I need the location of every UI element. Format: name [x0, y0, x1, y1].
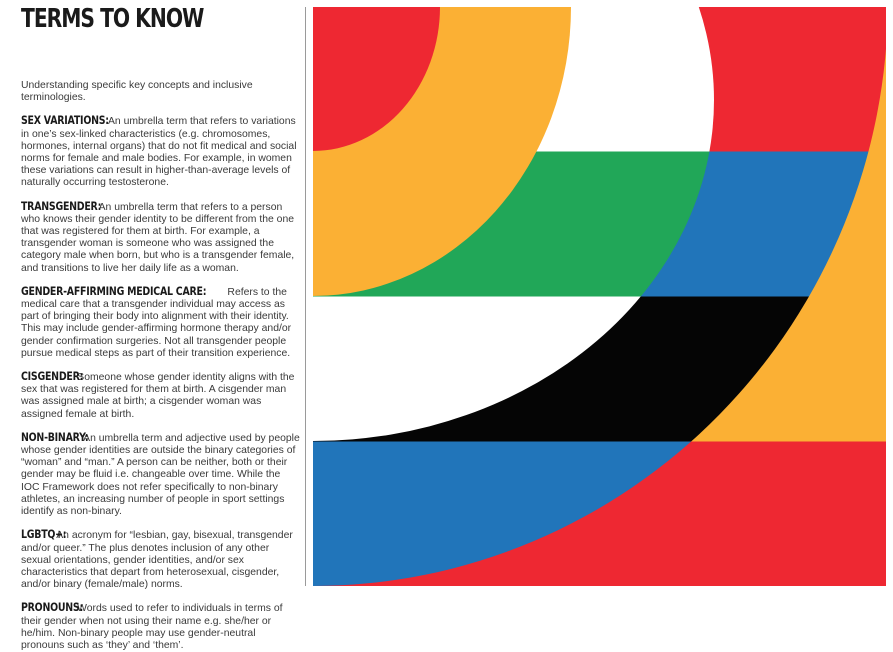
column-divider: [305, 7, 306, 586]
term-name: PRONOUNS:: [21, 600, 83, 615]
term-definition: An acronym for “lesbian, gay, bisexual, transgender and/or queer.” The plus denotes inclusion of any other sexual orientations, gender identities, and/or sex characteristics that depart from heterosexual, cisgender, and/or binary (female/male) norms.: [21, 530, 293, 591]
intro-text: Understanding specific key concepts and inclusive terminologies.: [21, 80, 253, 104]
term-definition: Someone whose gender identity aligns with the sex that was registered for them at birth. A cisgender man was assigned male at birth; a cisgender woman was assigned female at birth.: [21, 372, 295, 420]
term-definition: An umbrella term and adjective used by people whose gender identities are outside the binary categories of “woman” and “man.” A person can be neither, both or their gender may be fluid i.e. changeable over time. While the IOC Framework does not refer specifically to non-binary athletes, an increasing number of people in sport settings identify as non-binary.: [21, 432, 300, 518]
term-transgender: [21, 200, 301, 275]
page-title: TERMS TO KNOW: [21, 4, 204, 34]
term-name: NON-BINARY:: [21, 429, 89, 444]
term-name: GENDER-AFFIRMING MEDICAL CARE:: [21, 283, 207, 298]
term-lgbtq: [21, 528, 301, 591]
term-name: CISGENDER:: [21, 369, 84, 384]
term-cisgender: [21, 370, 301, 421]
term-name: LGBTQ+:: [21, 527, 67, 542]
term-gender-affirming-care: [21, 285, 301, 360]
term-definition: Refers to the medical care that a transgender individual may access as part of bringing their body into alignment with their identity. This may include gender-affirming hormone therapy and/or gender confirmation surgeries. Not all transgender people pursue medical steps as part of their transition experience.: [21, 286, 292, 359]
term-name: TRANSGENDER:: [21, 198, 102, 213]
term-pronouns: [21, 601, 301, 652]
terms-column: [21, 0, 301, 652]
term-sex-variations: [21, 114, 301, 189]
term-non-binary: [21, 431, 301, 518]
term-definition: Words used to refer to individuals in terms of their gender when not using their name e.g. she/her or he/him. Non-binary people may use gender-neutral pronouns such as ‘they’ and ‘them’.: [21, 603, 283, 651]
term-definition: An umbrella term that refers to variations in one’s sex-linked characteristics (e.g. chromosomes, hormones, internal organs) that do not fit medical and social norms for female and male bodies. For example, in women these variations can result in higher-than-average levels of naturally occurring testosterone.: [21, 116, 297, 189]
term-name: SEX VARIATIONS:: [21, 113, 109, 128]
term-definition: An umbrella term that refers to a person who knows their gender identity to be different from the one that was registered for them at birth. For example, a transgender woman is someone who was assigned the category male when born, but who is a transgender female, and transitions to live her daily life as a woman.: [21, 201, 295, 274]
olympic-color-arcs-graphic: [313, 7, 886, 586]
